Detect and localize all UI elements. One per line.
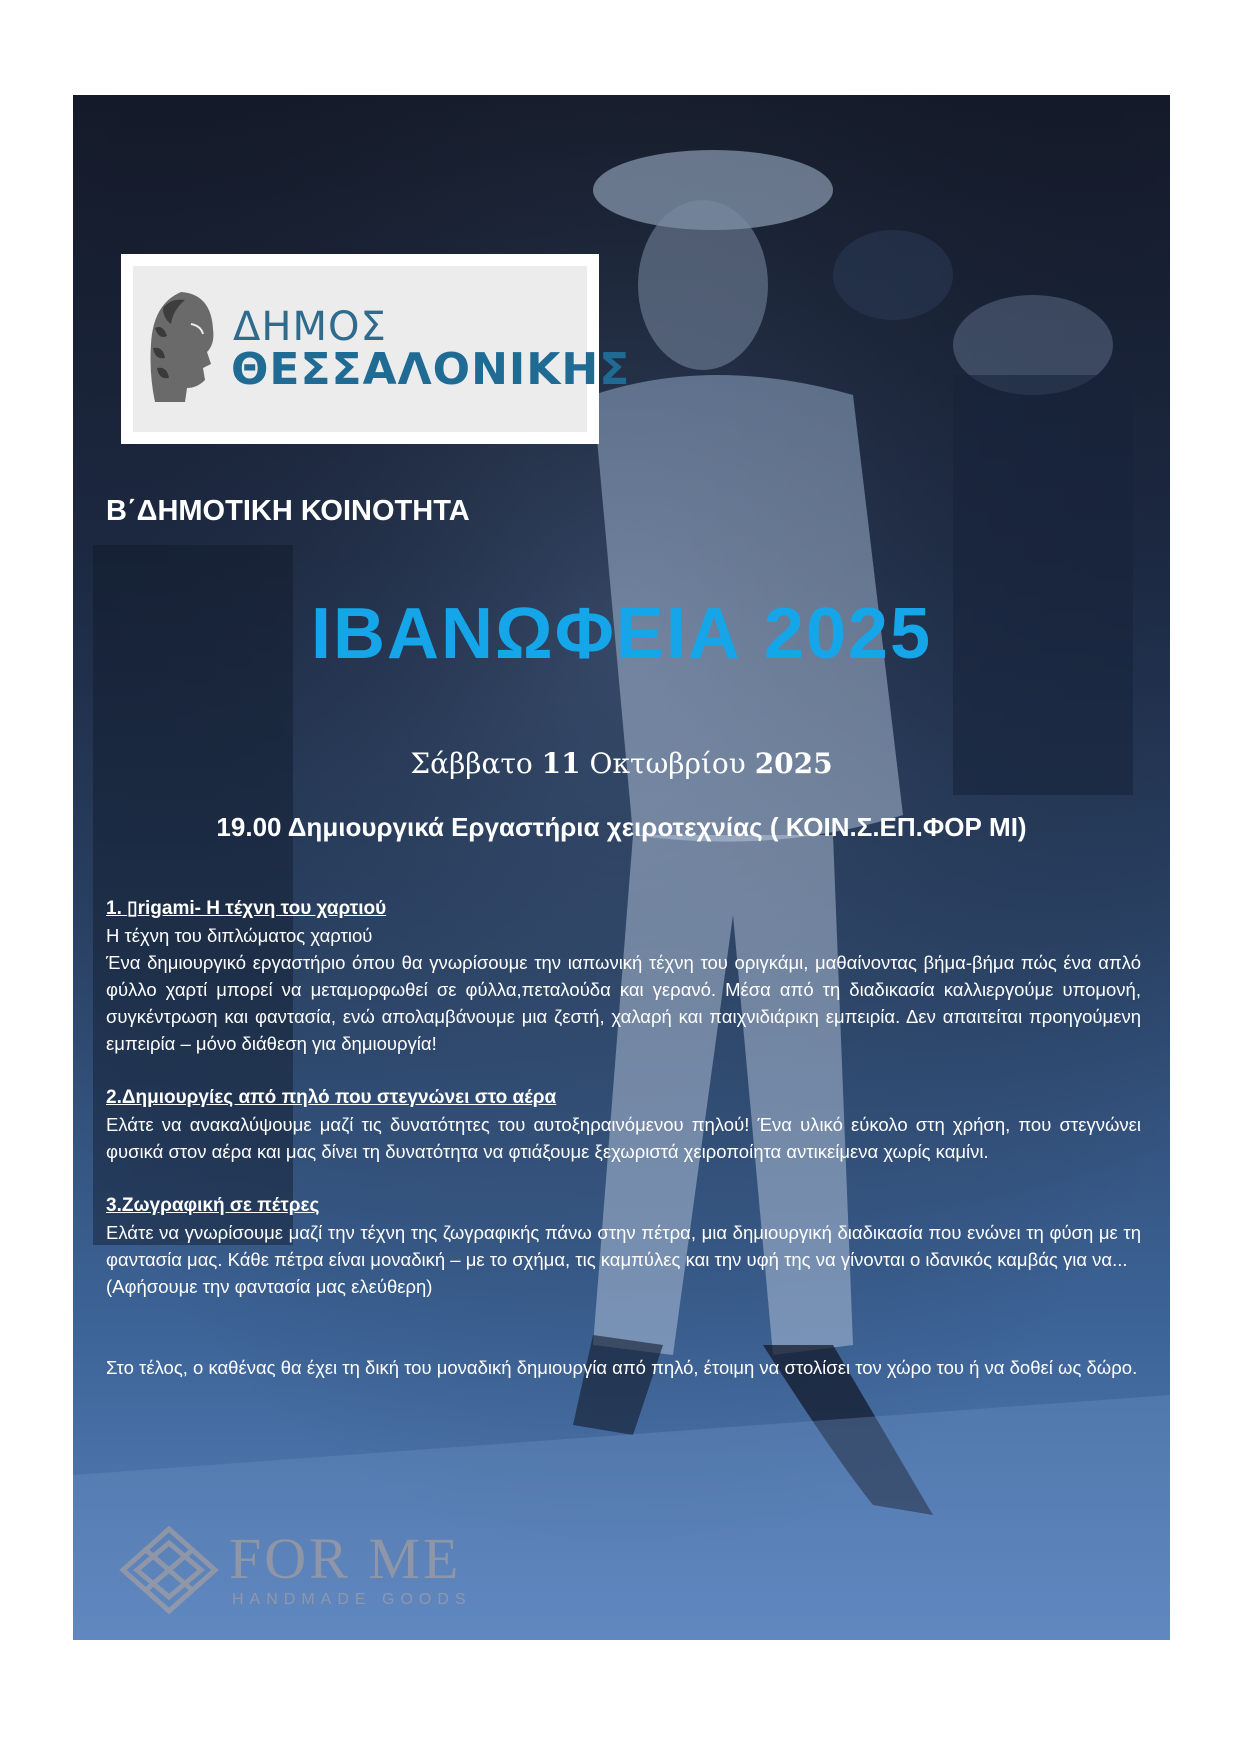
workshop-origami <box>106 895 1141 1057</box>
workshop-title: 1. ▯rigami- Η τέχνη του χαρτιού <box>106 898 387 919</box>
workshop-description: Ένα δημιουργικό εργαστήριο όπου θα γνωρίσουμε την ιαπωνική τέχνη του οριγκάμι, μαθαίνοντας βήμα-βήμα πώς ένα απλό φύλλο χαρτί μπορεί να μεταμορφωθεί σε φύλλα,πεταλούδα και γερανό. Μέσα από τη διαδικασία καλλιεργούμε υπομονή, συγκέντρωση και φαντασία, ενώ απολαμβάνουμε μια ζεστή, χαλαρή και παιχνιδιάρικη εμπειρία. Δεν απαιτείται προηγούμενη εμπειρία – μόνο διάθεση για δημιουργία! <box>106 952 1141 1054</box>
date-month: Οκτωβρίου <box>580 747 755 780</box>
for-me-diamond-icon <box>117 1525 221 1615</box>
event-title: ΙΒΑΝΩΦΕΙΑ 2025 <box>310 594 932 674</box>
event-date <box>73 747 1170 780</box>
municipality-logo <box>121 254 631 444</box>
brand-subtitle: HANDMADE GOODS <box>232 1591 472 1608</box>
closing-text: Στο τέλος, ο καθένας θα έχει τη δική του μοναδική δημιουργία από πηλό, έτοιμη να στολίσει τον χώρο του ή να δοθεί ως δώρο. <box>106 1357 1138 1378</box>
community-heading: Β΄ΔΗΜΟΤΙΚΗ ΚΟΙΝΟΤΗΤΑ <box>106 495 470 527</box>
missing-glyph-icon: ▯ <box>127 898 138 919</box>
workshop-list <box>106 895 1141 1381</box>
workshop-title: 2.Δημιουργίες από πηλό που στεγνώνει στο αέρα <box>106 1087 557 1108</box>
workshop-title: 3.Ζωγραφική σε πέτρες <box>106 1195 320 1216</box>
workshop-description: Ελάτε να ανακαλύψουμε μαζί τις δυνατότητες του αυτοξηραινόμενου πηλού! Ένα υλικό εύκολο στη χρήση, που στεγνώνει φυσικά στον αέρα και μας δίνει τη δυνατότητα να φτιάξουμε ξεχωριστά χειροποίητα αντικείμενα χωρίς καμίνι. <box>106 1114 1141 1162</box>
workshop-stones <box>106 1192 1141 1300</box>
date-day: 11 <box>541 747 581 780</box>
for-me-logo <box>117 1525 497 1615</box>
alexander-head-icon <box>141 284 223 408</box>
logo-line2: ΘΕΣΣΑΛΟΝΙΚΗΣ <box>231 344 631 395</box>
date-prefix: Σάββατο <box>410 747 542 780</box>
workshop-description: Ελάτε να γνωρίσουμε μαζί την τέχνη της ζωγραφικής πάνω στην πέτρα, μια δημιουργική διαδικασία που ενώνει τη φύση με τη φαντασία μας. Κάθε πέτρα είναι μοναδική – με το σχήμα, τις καμπύλες και την υφή της να γίνονται ο ιδανικός καμβάς για να... <box>106 1222 1141 1270</box>
workshop-note: (Αφήσουμε την φαντασία μας ελεύθερη) <box>106 1276 433 1297</box>
date-year: 2025 <box>754 747 833 780</box>
workshop-title-rest: rigami- Η τέχνη του χαρτιού <box>137 898 387 919</box>
workshop-clay <box>106 1084 1141 1165</box>
workshops-heading: 19.00 Δημιουργικά Εργαστήρια χειροτεχνίας ( ΚΟΙΝ.Σ.ΕΠ.ΦΟΡ ΜΙ) <box>216 812 1027 842</box>
poster <box>73 95 1170 1640</box>
workshop-subtitle: Η τέχνη του διπλώματος χαρτιού <box>106 925 373 946</box>
logo-line1: ΔΗΜΟΣ <box>233 304 387 350</box>
brand-name: FOR ME <box>229 1526 462 1591</box>
